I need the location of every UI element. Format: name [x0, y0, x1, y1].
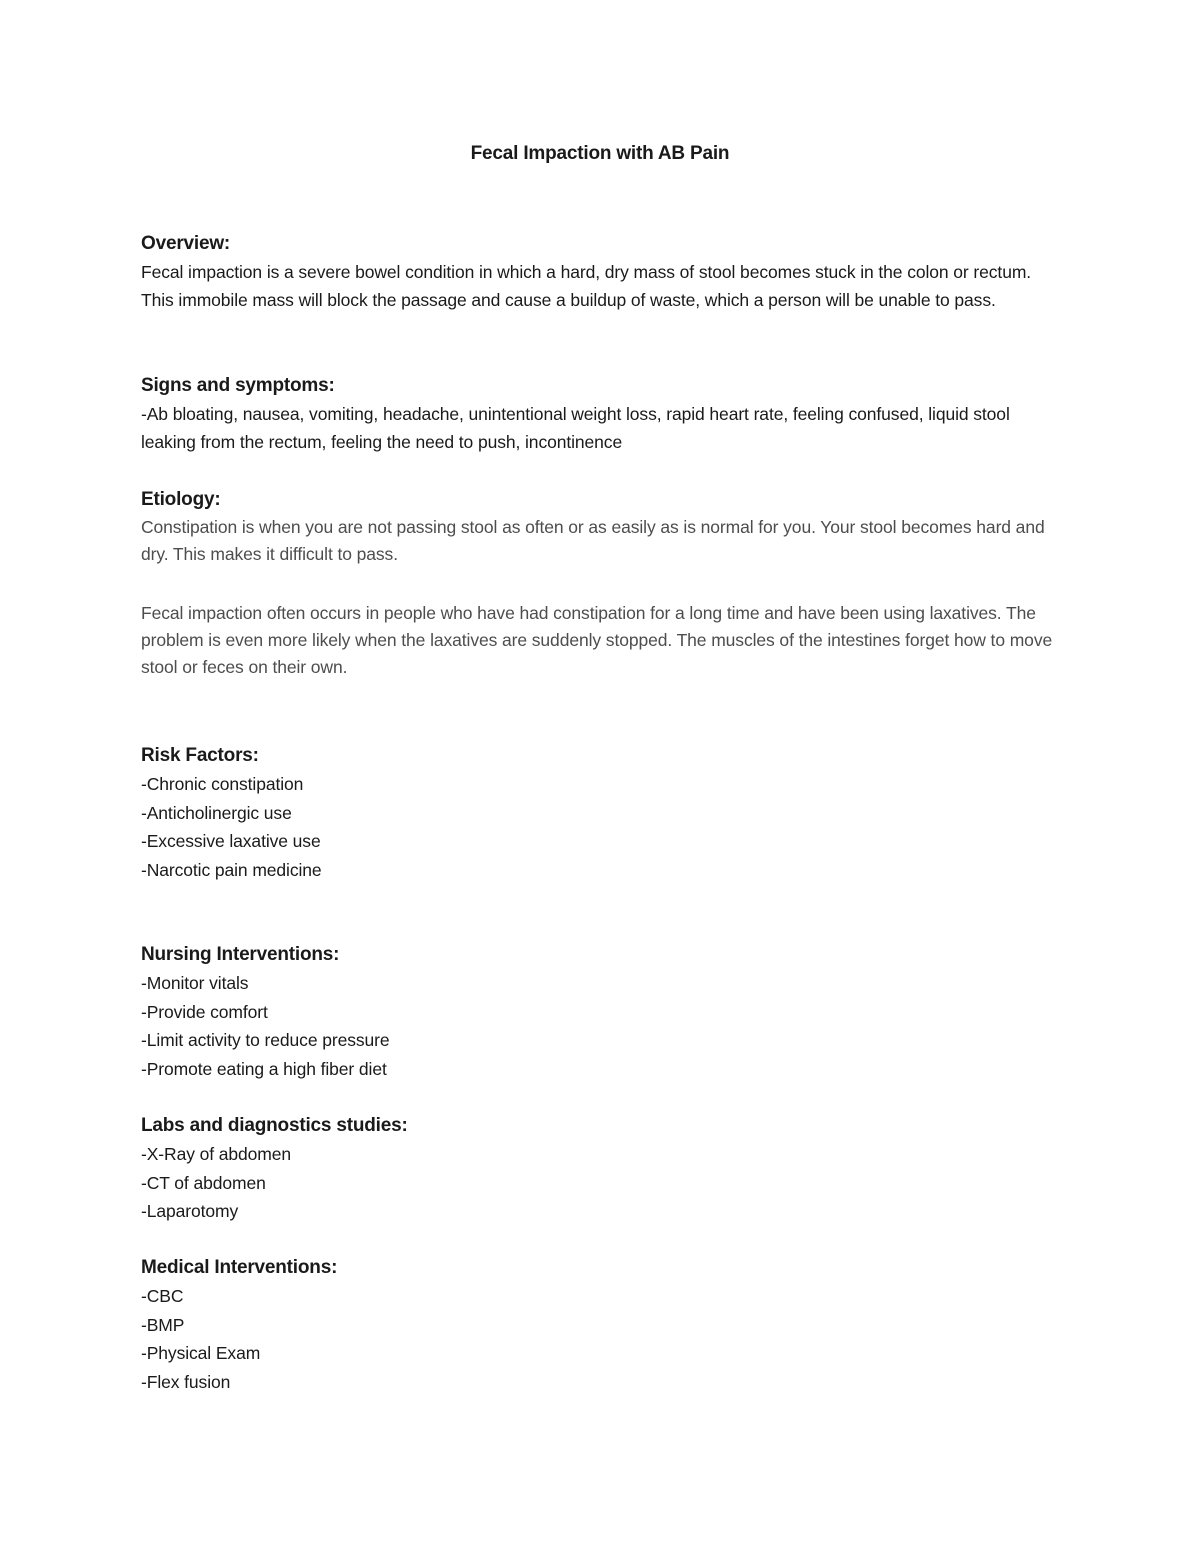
medical-intervention-item: -CBC: [141, 1286, 184, 1306]
overview-section: [141, 230, 1061, 314]
signs-text: -Ab bloating, nausea, vomiting, headache, unintentional weight loss, rapid heart rate, feeling confused, liquid stool leaking from the rectum, feeling the need to push, incontinence: [141, 404, 1010, 452]
risk-factor-item: -Narcotic pain medicine: [141, 859, 322, 880]
nursing-intervention-item: -Promote eating a high fiber diet: [141, 1058, 387, 1079]
nursing-interventions-heading: Nursing Interventions:: [141, 944, 340, 965]
etiology-heading: Etiology:: [141, 489, 221, 510]
risk-factors-heading: Risk Factors:: [141, 745, 259, 766]
overview-text: Fecal impaction is a severe bowel condition in which a hard, dry mass of stool becomes stuck in the colon or rectum. This immobile mass will block the passage and cause a buildup of waste, which a person will be unable to pass.: [141, 262, 1032, 310]
etiology-section: [141, 486, 1061, 681]
nursing-intervention-item: -Provide comfort: [141, 1001, 268, 1022]
lab-item: -CT of abdomen: [141, 1172, 266, 1193]
etiology-paragraph: Fecal impaction often occurs in people who have had constipation for a long time and have been using laxatives. The problem is even more likely when the laxatives are suddenly stopped. The muscles of the intestines forget how to move stool or feces on their own.: [141, 603, 1053, 677]
risk-factors-section: [141, 742, 1061, 884]
lab-item: -X-Ray of abdomen: [141, 1144, 292, 1164]
lab-item: -Laparotomy: [141, 1201, 239, 1221]
nursing-intervention-item: -Limit activity to reduce pressure: [141, 1030, 390, 1050]
medical-intervention-item: -Physical Exam: [141, 1343, 261, 1363]
labs-heading: Labs and diagnostics studies:: [141, 1115, 408, 1136]
overview-heading: Overview:: [141, 233, 231, 254]
medical-intervention-item: -BMP: [141, 1314, 185, 1335]
risk-factor-item: -Chronic constipation: [141, 774, 304, 794]
signs-heading: Signs and symptoms:: [141, 375, 335, 396]
medical-intervention-item: -Flex fusion: [141, 1371, 231, 1392]
etiology-paragraph: Constipation is when you are not passing stool as often or as easily as is normal for you. Your stool becomes hard and dry. This makes it difficult to pass.: [141, 517, 1045, 564]
nursing-interventions-section: [141, 941, 1061, 1083]
signs-section: [141, 372, 1061, 456]
labs-section: [141, 1112, 1061, 1226]
nursing-intervention-item: -Monitor vitals: [141, 973, 249, 993]
document-title: Fecal Impaction with AB Pain: [470, 143, 730, 164]
medical-interventions-section: [141, 1254, 1061, 1396]
risk-factor-item: -Anticholinergic use: [141, 802, 292, 823]
risk-factor-item: -Excessive laxative use: [141, 831, 321, 851]
medical-interventions-heading: Medical Interventions:: [141, 1257, 338, 1278]
